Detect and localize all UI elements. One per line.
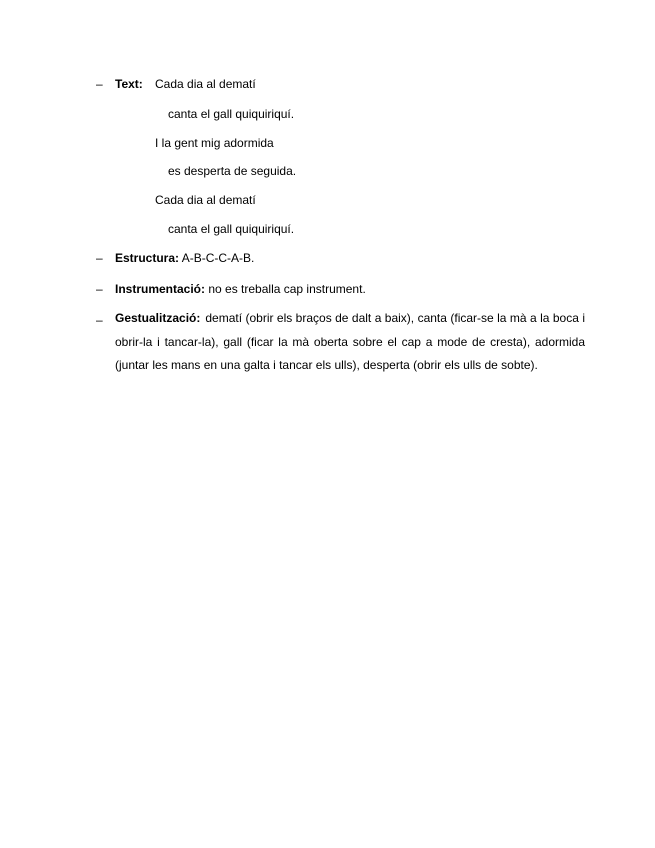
lyric-line-5: Cada dia al dematí [155, 193, 256, 207]
list-dash: – [96, 313, 103, 327]
lyric-line-1: Cada dia al dematí [155, 77, 256, 91]
lyric-line-6: canta el gall quiquiriquí. [168, 222, 295, 236]
lyric-line-4: es desperta de seguida. [168, 164, 297, 178]
instrumentacio-value: no es treballa cap instrument. [208, 282, 366, 296]
estructura-value: A-B-C-C-A-B. [181, 251, 255, 265]
estructura-item [115, 251, 254, 265]
text-label: Text: [115, 77, 143, 91]
instrumentacio-label: Instrumentació: [115, 282, 206, 296]
lyric-line-3: I la gent mig adormida [155, 136, 274, 150]
gestualitzacio-value: dematí (obrir els braços de dalt a baix), canta (ficar-se la mà a la boca i obrir-la i tancar-la), gall (ficar la mà oberta sobre el cap a mode de cresta), adormida (juntar les mans en una galta i tancar els ulls), desperta (obrir els ulls de sobte). [115, 311, 585, 372]
instrumentacio-item [115, 282, 366, 296]
gestualitzacio-item [115, 307, 585, 378]
lyric-line-2: canta el gall quiquiriquí. [168, 107, 295, 121]
estructura-label: Estructura: [115, 251, 180, 265]
list-dash: – [96, 77, 103, 91]
list-dash: – [96, 282, 103, 296]
gestualitzacio-label: Gestualització: [115, 311, 201, 325]
list-dash: – [96, 251, 103, 265]
